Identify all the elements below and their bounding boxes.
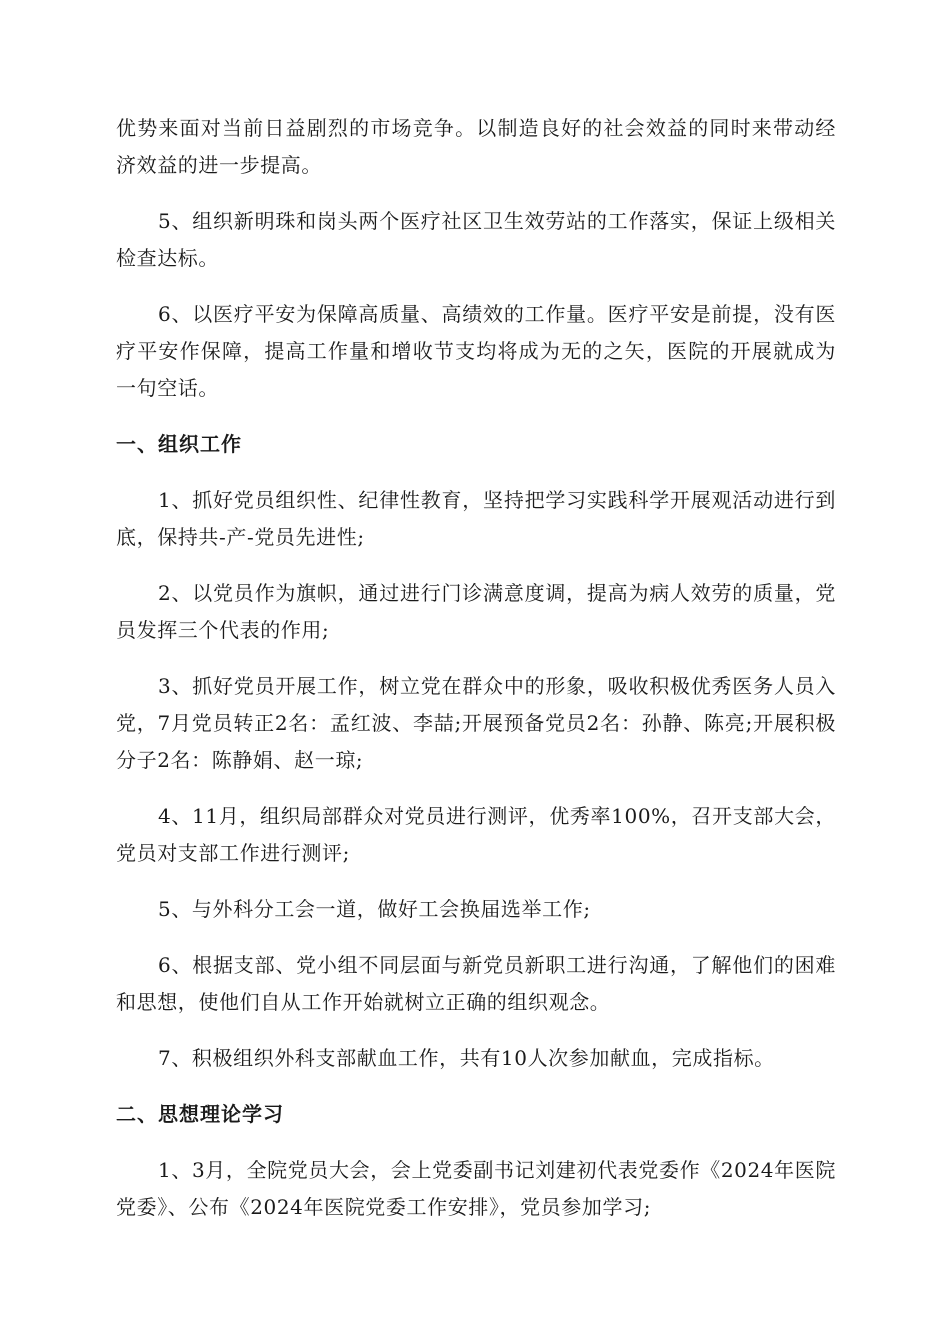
- org-item-3: 3、抓好党员开展工作，树立党在群众中的形象，吸收积极优秀医务人员入党，7月党员转正2名：孟红波、李喆;开展预备党员2名：孙静、陈亮;开展积极分子2名：陈静娟、赵一琼;: [116, 674, 836, 772]
- section-heading-theory-study: 二、思想理论学习: [116, 1102, 284, 1126]
- org-item-1: 1、抓好党员组织性、纪律性教育，坚持把学习实践科学开展观活动进行到底，保持共-产-党员先进性;: [116, 488, 836, 549]
- paragraph-item-6: 6、以医疗平安为保障高质量、高绩效的工作量。医疗平安是前提，没有医疗平安作保障，提高工作量和增收节支均将成为无的之矢，医院的开展就成为一句空话。: [116, 302, 836, 400]
- paragraph-item-5: 5、组织新明珠和岗头两个医疗社区卫生效劳站的工作落实，保证上级相关检查达标。: [116, 209, 836, 270]
- document-page: [116, 110, 836, 1245]
- org-item-4: 4、11月，组织局部群众对党员进行测评，优秀率100%，召开支部大会，党员对支部工作进行测评;: [116, 804, 836, 865]
- org-item-2: 2、以党员作为旗帜，通过进行门诊满意度调，提高为病人效劳的质量，党员发挥三个代表的作用;: [116, 581, 836, 642]
- org-item-7: 7、积极组织外科支部献血工作，共有10人次参加献血，完成指标。: [158, 1046, 775, 1070]
- section-heading-organization: 一、组织工作: [116, 432, 242, 456]
- org-item-5: 5、与外科分工会一道，做好工会换届选举工作;: [158, 897, 591, 921]
- org-item-6: 6、根据支部、党小组不同层面与新党员新职工进行沟通，了解他们的困难和思想，使他们自从工作开始就树立正确的组织观念。: [116, 953, 836, 1014]
- study-item-1: 1、3月，全院党员大会，会上党委副书记刘建初代表党委作《2024年医院党委》、公布《2024年医院党委工作安排》，党员参加学习;: [116, 1158, 836, 1219]
- paragraph-continuation: 优势来面对当前日益剧烈的市场竞争。以制造良好的社会效益的同时来带动经济效益的进一步提高。: [116, 116, 836, 177]
